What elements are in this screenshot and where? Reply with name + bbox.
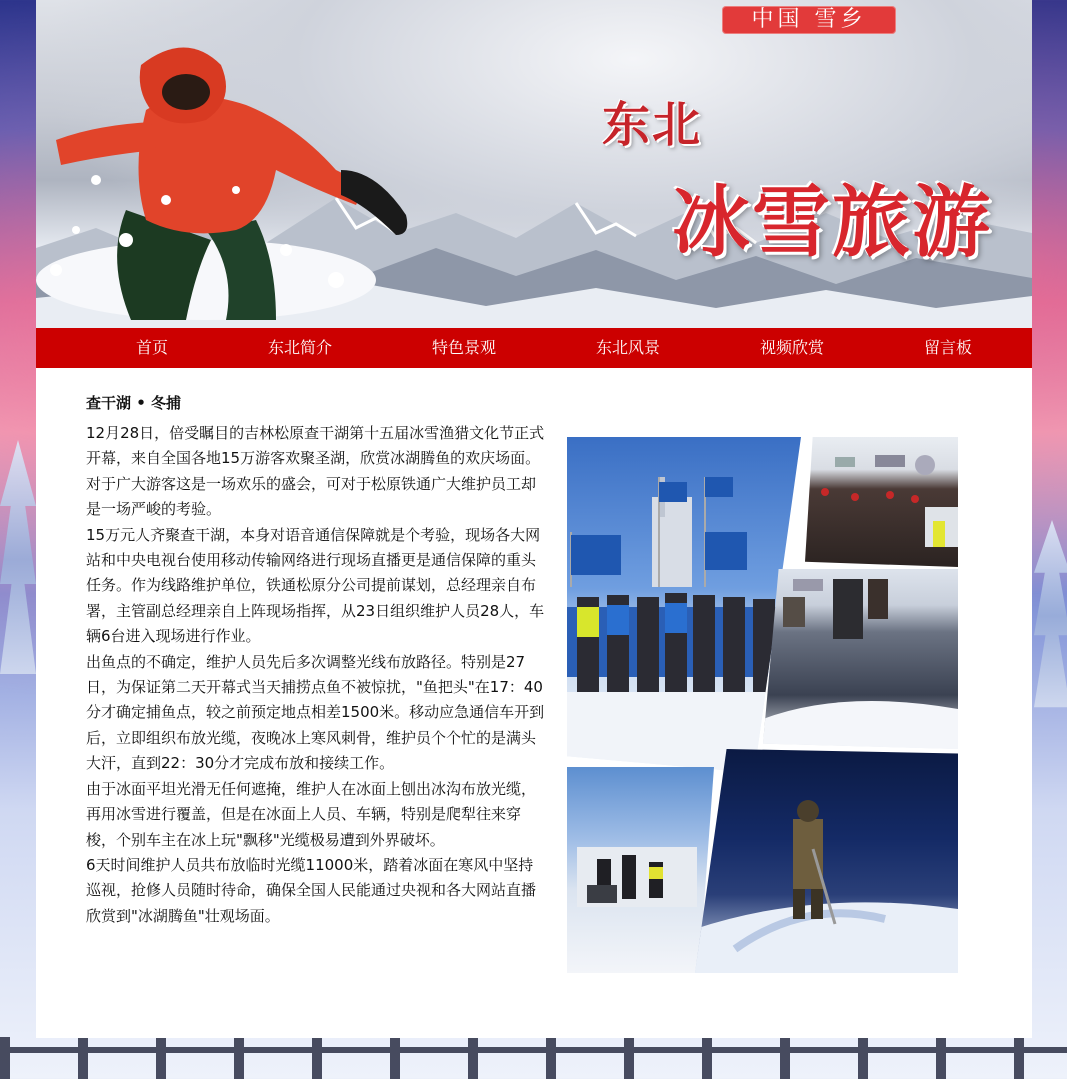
nav-guestbook[interactable]: 留言板 — [923, 338, 972, 357]
nav-featured-landscapes[interactable]: 特色景观 — [431, 338, 496, 357]
photo-crowd-on-ice — [805, 437, 958, 567]
main-nav — [36, 328, 1032, 368]
header-banner — [36, 0, 1032, 328]
photo-collage — [567, 437, 958, 973]
background-tree-left — [0, 440, 36, 740]
snowboarder-graphic — [36, 30, 456, 328]
article-paragraph: 12月28日，倍受瞩目的吉林松原查干湖第十五届冰雪渔猎文化节正式开幕，来自全国各地15万游客欢聚圣湖，欣赏冰湖腾鱼的欢庆场面。对于广大游客这是一场欢乐的盛会，可对于松原铁通广大维护员工却是一场严峻的考验。 — [86, 424, 545, 519]
nav-home[interactable]: 首页 — [135, 338, 168, 357]
article-heading: 查干湖 • 冬捕 — [86, 394, 182, 412]
article-paragraph: 15万元人齐聚查干湖，本身对语音通信保障就是个考验，现场各大网站和中央电视台使用移动传输网络进行现场直播更是通信保障的重头任务。作为线路维护单位，铁通松原分公司提前谋划，总经理亲自布署，主管副总经理亲自上阵现场指挥，从23日组织维护人员28人，车辆6台进入现场进行作业。 — [86, 525, 545, 646]
china-snow-town-badge: 中国 雪乡 — [722, 6, 896, 34]
article-body — [86, 421, 546, 929]
photo-workers-near-tent — [567, 767, 717, 973]
article-paragraph: 出鱼点的不确定，维护人员先后多次调整光线布放路径。特别是27日，为保证第二天开幕式当天捕捞点鱼不被惊扰，"鱼把头"在17：40分才确定捕鱼点，较之前预定地点相差1500米。移动应急通信车开到后，立即组织布放光缆，夜晚冰上寒风刺骨，维护员个个忙的是满头大汗，直到22：30分才完成布放和接续工作。 — [86, 652, 545, 773]
article-paragraph: 6天时间维护人员共布放临时光缆11000米，踏着冰面在寒风中坚持巡视，抢修人员随时待命，确保全国人民能通过央视和各大网站直播欣赏到"冰湖腾鱼"壮观场面。 — [86, 855, 537, 925]
page-container — [36, 0, 1032, 1038]
article-paragraph: 由于冰面平坦光滑无任何遮掩，维护人在冰面上刨出冰沟布放光缆，再用冰雪进行覆盖，但是在冰面上人员、车辆，特别是爬犁往来穿梭，个别车主在冰上玩"飘移"光缆极易遭到外界破坏。 — [86, 779, 537, 849]
nav-northeast-scenery[interactable]: 东北风景 — [595, 338, 660, 357]
banner-title-ice-snow-tourism: 冰雪旅游 — [672, 177, 993, 268]
nav-video[interactable]: 视频欣赏 — [759, 338, 824, 357]
background-fence — [0, 1037, 1067, 1079]
photo-workers-on-ice — [763, 569, 958, 749]
banner-title-northeast: 东北 — [602, 97, 703, 153]
nav-northeast-intro[interactable]: 东北简介 — [267, 338, 332, 357]
photo-night-ice-digging — [695, 749, 958, 973]
background-tree-right — [1034, 520, 1067, 760]
